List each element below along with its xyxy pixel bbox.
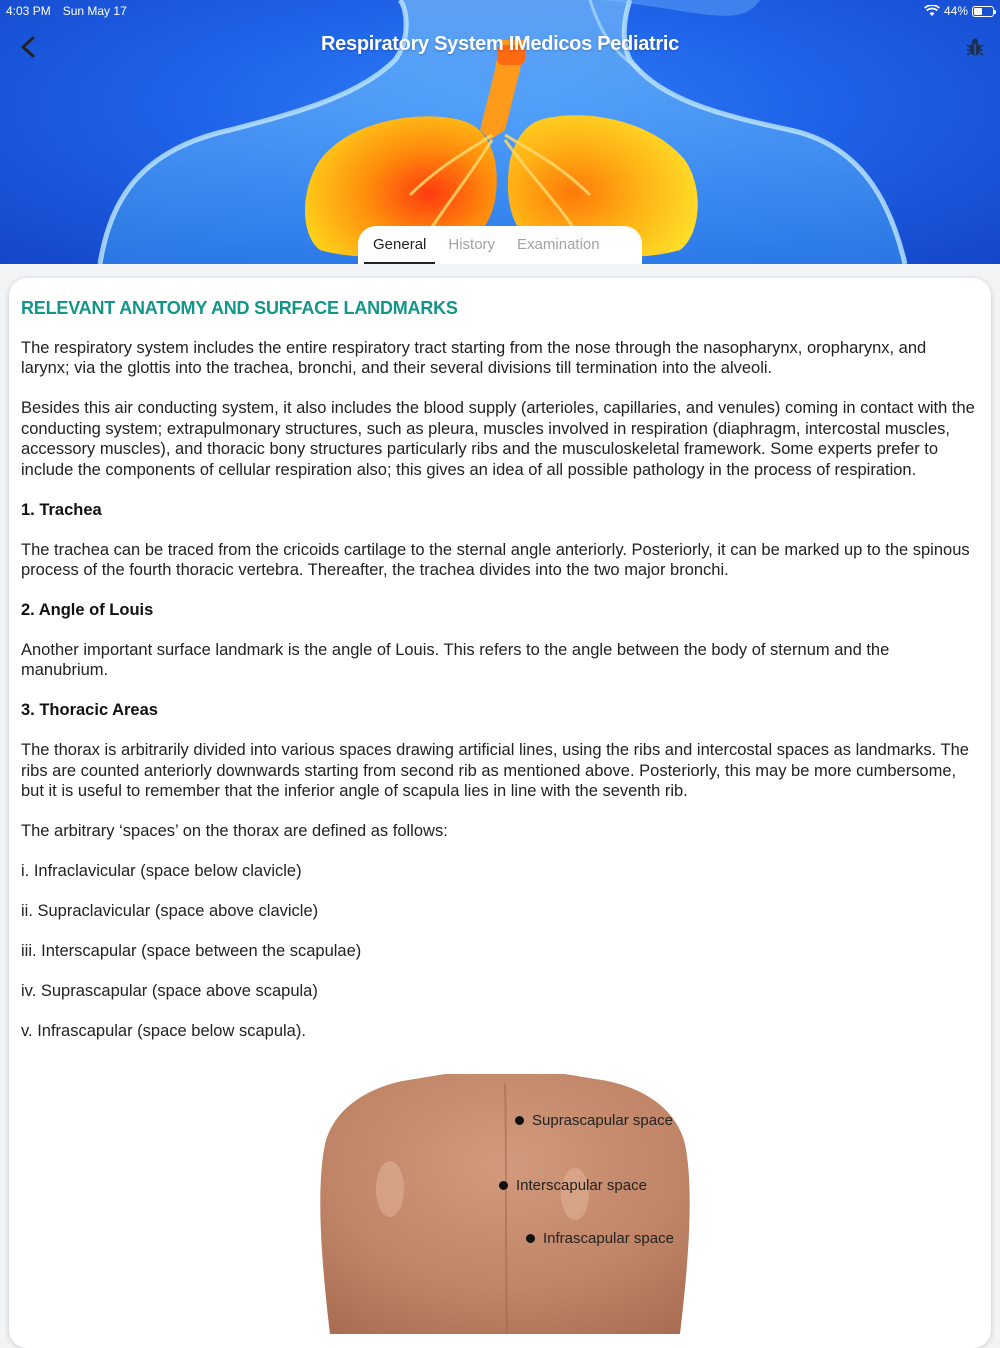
label-text: Suprascapular space: [532, 1112, 673, 1129]
status-bar: [0, 0, 1000, 22]
tab-history[interactable]: History: [448, 236, 496, 253]
battery-icon: [972, 6, 994, 17]
page-title: Respiratory System IMedicos Pediatric: [321, 33, 679, 55]
label-interscapular: [499, 1177, 647, 1194]
report-bug-button[interactable]: [964, 36, 986, 58]
list-item: v. Infrascapular (space below scapula).: [21, 1022, 306, 1041]
list-item: iv. Suprascapular (space above scapula): [21, 982, 318, 1001]
wifi-icon: [924, 5, 940, 17]
label-text: Infrascapular space: [543, 1230, 674, 1247]
paragraph-air-conducting: Besides this air conducting system, it also includes the blood supply (arterioles, capillaries, and venules) coming in contact with the conducting system; extrapulmonary structures, such as pleura, muscles involved in respiration (diaphragm, intercostal muscles, accessory muscles), and thoracic bony structures particularly ribs and the musculoskeletal framework. Some experts prefer to include the components of cellular respiration also; this gives an idea of all possible pathology in the process of respiration.: [21, 399, 975, 479]
heading-angle-of-louis: 2. Angle of Louis: [21, 601, 154, 620]
tab-general[interactable]: General: [364, 226, 435, 264]
label-infrascapular: [526, 1230, 674, 1247]
label-suprascapular: [515, 1112, 673, 1129]
list-item: i. Infraclavicular (space below clavicle): [21, 862, 302, 881]
marker-dot: [526, 1234, 535, 1243]
heading-trachea: 1. Trachea: [21, 500, 102, 519]
header-hero: [0, 0, 1000, 264]
section-title: RELEVANT ANATOMY AND SURFACE LANDMARKS: [21, 298, 458, 318]
bug-icon: [964, 36, 986, 58]
paragraph-intro: The respiratory system includes the entire respiratory tract starting from the nose through the nasopharynx, oropharynx, and larynx; via the glottis into the trachea, bronchi, and their several divisions till termination into the alveoli.: [21, 339, 927, 378]
marker-dot: [515, 1116, 524, 1125]
list-item: iii. Interscapular (space between the scapulae): [21, 942, 362, 961]
battery-percent: 44%: [943, 4, 968, 18]
tab-examination[interactable]: Examination: [517, 236, 600, 253]
paragraph-angle-of-louis: Another important surface landmark is the angle of Louis. This refers to the angle between the body of sternum and the manubrium.: [21, 641, 890, 680]
paragraph-spaces-intro: The arbitrary ‘spaces’ on the thorax are defined as follows:: [21, 822, 448, 841]
marker-dot: [499, 1181, 508, 1190]
status-date: Sun May 17: [62, 4, 127, 18]
paragraph-thoracic-areas: The thorax is arbitrarily divided into various spaces drawing artificial lines, using the ribs and intercostal spaces as landmarks. The ribs are counted anteriorly downwards starting from second rib as mentioned above. Posteriorly, this may be more cumbersome, but it is useful to remember that the inferior angle of scapula lies in line with the seventh rib.: [21, 741, 969, 801]
status-time: 4:03 PM: [6, 4, 51, 18]
tab-bar: [358, 226, 642, 264]
back-anatomy-figure: [315, 1074, 695, 1334]
heading-thoracic-areas: 3. Thoracic Areas: [21, 701, 158, 720]
label-text: Interscapular space: [516, 1177, 647, 1194]
list-item: ii. Supraclavicular (space above clavicle): [21, 902, 319, 921]
paragraph-trachea: The trachea can be traced from the cricoids cartilage to the sternal angle anteriorly. Posteriorly, it can be marked up to the spinous process of the fourth thoracic vertebra. Thereafter, the trachea divides into the two major bronchi.: [21, 540, 970, 580]
content-card: [9, 278, 991, 1348]
